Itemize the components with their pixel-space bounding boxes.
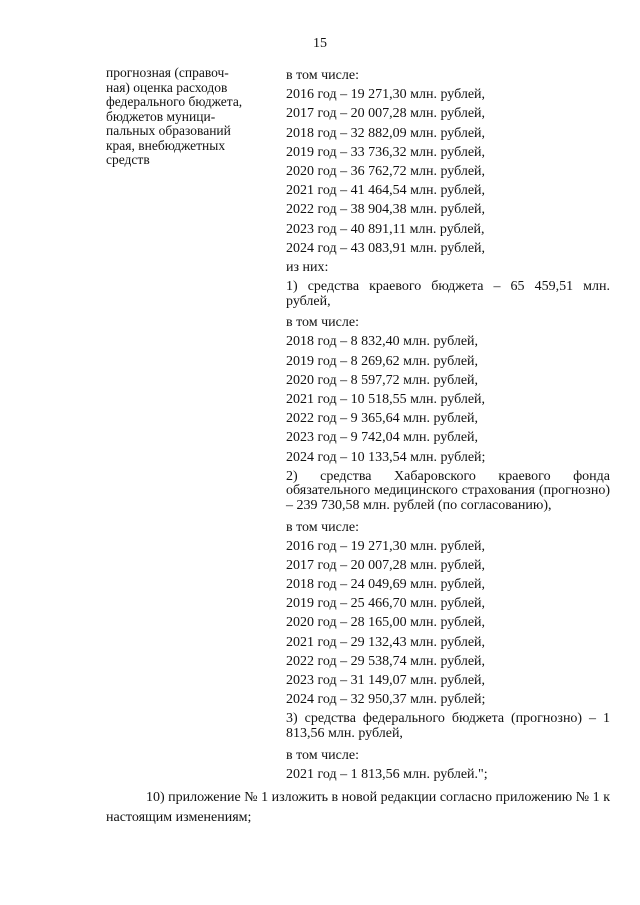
item1-paragraph: 1) средства краевого бюджета – 65 459,51 млн. рублей, [286, 279, 610, 309]
block1-from-them: из них: [286, 259, 329, 275]
left-label-line: прогнозная (справоч- [106, 65, 229, 80]
item2-year-line: 2018 год – 24 049,69 млн. рублей, [286, 577, 486, 593]
item3-paragraph: 3) средства федерального бюджета (прогнозно) – 1 813,56 млн. рублей, [286, 711, 610, 741]
block1-year-line: 2016 год – 19 271,30 млн. рублей, [286, 87, 486, 103]
block1-year-line: 2019 год – 33 736,32 млн. рублей, [286, 144, 486, 160]
item2-year-line: 2024 год – 32 950,37 млн. рублей; [286, 692, 486, 708]
left-label-line: пальных образований [106, 123, 231, 138]
item2-year-line: 2017 год – 20 007,28 млн. рублей, [286, 557, 486, 573]
right-column-content [286, 66, 610, 784]
item2-year-line: 2023 год – 31 149,07 млн. рублей, [286, 673, 486, 689]
left-label-line: края, внебюджетных [106, 137, 226, 153]
block1-year-line: 2017 год – 20 007,28 млн. рублей, [286, 106, 486, 122]
left-label-line: ная) оценка расходов [106, 79, 228, 95]
item1-year-line: 2024 год – 10 133,54 млн. рублей; [286, 449, 486, 465]
left-column-label [106, 66, 268, 168]
item3-year-line: 2021 год – 1 813,56 млн. рублей."; [286, 766, 488, 782]
item1-year-line: 2019 год – 8 269,62 млн. рублей, [286, 353, 479, 369]
block1-year-line: 2018 год – 32 882,09 млн. рублей, [286, 125, 486, 141]
amendment-paragraph: 10) приложение № 1 изложить в новой редакции согласно приложению № 1 к настоящим изменениям; [106, 790, 610, 825]
item1-intro: в том числе: [286, 315, 359, 331]
left-label-line: средств [106, 152, 150, 167]
item1-year-line: 2018 год – 8 832,40 млн. рублей, [286, 334, 479, 350]
block1-year-line: 2021 год – 41 464,54 млн. рублей, [286, 183, 486, 199]
item1-year-line: 2021 год – 10 518,55 млн. рублей, [286, 392, 486, 407]
block1-year-line: 2024 год – 43 083,91 млн. рублей, [286, 240, 486, 256]
item2-intro: в том числе: [286, 519, 359, 535]
item2-year-line: 2021 год – 29 132,43 млн. рублей, [286, 634, 486, 650]
item1-year-line: 2023 год – 9 742,04 млн. рублей, [286, 430, 479, 446]
item3-intro: в том числе: [286, 747, 359, 763]
item2-year-line: 2016 год – 19 271,30 млн. рублей, [286, 538, 486, 554]
item2-year-line: 2022 год – 29 538,74 млн. рублей, [286, 653, 486, 669]
item2-paragraph: 2) средства Хабаровского краевого фонда обязательного медицинского страхования (прогнозно) – 239 730,58 млн. рублей (по согласованию), [286, 468, 610, 513]
item1-year-line: 2020 год – 8 597,72 млн. рублей, [286, 372, 479, 388]
left-label-line: бюджетов муници- [106, 108, 216, 124]
block1-year-line: 2022 год – 38 904,38 млн. рублей, [286, 202, 486, 218]
left-label-line: федерального бюджета, [106, 94, 243, 109]
block1-year-line: 2020 год – 36 762,72 млн. рублей, [286, 163, 486, 179]
item1-year-line: 2022 год – 9 365,64 млн. рублей, [286, 411, 479, 427]
page-number: 15 [313, 36, 327, 51]
block1-year-line: 2023 год – 40 891,11 млн. рублей, [286, 221, 485, 237]
item2-year-line: 2020 год – 28 165,00 млн. рублей, [286, 615, 486, 631]
block1-intro: в том числе: [286, 68, 359, 83]
item2-year-line: 2019 год – 25 466,70 млн. рублей, [286, 596, 486, 612]
